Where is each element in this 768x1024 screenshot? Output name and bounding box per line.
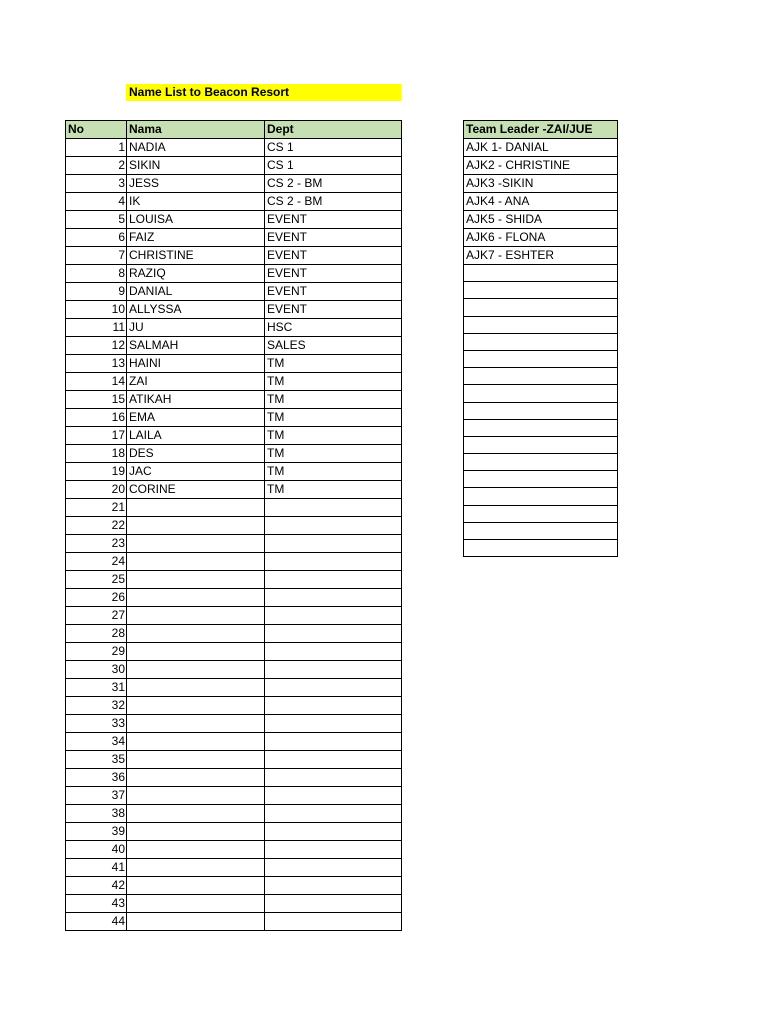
team-row (464, 211, 618, 229)
dept-cell[interactable]: TM (265, 427, 402, 445)
no-cell[interactable]: 33 (66, 715, 127, 733)
team-cell[interactable] (464, 419, 618, 436)
dept-cell[interactable]: EVENT (265, 301, 402, 319)
team-cell[interactable] (464, 316, 618, 333)
nama-cell[interactable]: IK (127, 193, 265, 211)
table-row (66, 895, 402, 913)
team-cell[interactable] (464, 265, 618, 282)
no-cell[interactable]: 23 (66, 535, 127, 553)
header-nama[interactable]: Nama (127, 121, 265, 139)
team-cell[interactable] (464, 488, 618, 505)
dept-cell[interactable]: TM (265, 409, 402, 427)
table-row (66, 139, 402, 157)
nama-cell[interactable] (127, 589, 265, 607)
nama-cell[interactable] (127, 913, 265, 931)
team-cell[interactable]: AJK2 - CHRISTINE (464, 157, 618, 175)
team-row (464, 436, 618, 453)
team-row (464, 454, 618, 471)
table-row (66, 175, 402, 193)
table-row (66, 715, 402, 733)
header-dept[interactable]: Dept (265, 121, 402, 139)
table-row (66, 535, 402, 553)
team-cell[interactable]: AJK4 - ANA (464, 193, 618, 211)
dept-cell[interactable]: EVENT (265, 229, 402, 247)
team-row (464, 193, 618, 211)
team-row (464, 540, 618, 557)
team-row (464, 282, 618, 299)
team-row (464, 175, 618, 193)
no-cell[interactable]: 35 (66, 751, 127, 769)
dept-cell[interactable] (265, 607, 402, 625)
no-cell[interactable]: 2 (66, 157, 127, 175)
dept-cell[interactable] (265, 571, 402, 589)
table-row (66, 751, 402, 769)
table-row (66, 733, 402, 751)
nama-cell[interactable] (127, 661, 265, 679)
nama-cell[interactable] (127, 859, 265, 877)
team-row (464, 157, 618, 175)
team-row (464, 247, 618, 265)
team-row (464, 333, 618, 350)
nama-cell[interactable] (127, 499, 265, 517)
dept-cell[interactable] (265, 859, 402, 877)
nama-cell[interactable]: CHRISTINE (127, 247, 265, 265)
no-cell[interactable]: 30 (66, 661, 127, 679)
dept-cell[interactable] (265, 787, 402, 805)
nama-cell[interactable] (127, 625, 265, 643)
no-cell[interactable]: 42 (66, 877, 127, 895)
team-cell[interactable]: AJK7 - ESHTER (464, 247, 618, 265)
table-row (66, 337, 402, 355)
nama-cell[interactable]: JAC (127, 463, 265, 481)
table-row (66, 373, 402, 391)
nama-cell[interactable] (127, 787, 265, 805)
team-row (464, 299, 618, 316)
dept-cell[interactable] (265, 877, 402, 895)
team-cell[interactable] (464, 333, 618, 350)
team-cell[interactable] (464, 436, 618, 453)
dept-cell[interactable] (265, 661, 402, 679)
team-row (464, 385, 618, 402)
table-row (66, 157, 402, 175)
dept-cell[interactable]: HSC (265, 319, 402, 337)
dept-cell[interactable] (265, 499, 402, 517)
table-row (66, 319, 402, 337)
nama-cell[interactable] (127, 535, 265, 553)
table-row (66, 805, 402, 823)
nama-cell[interactable] (127, 841, 265, 859)
team-cell[interactable] (464, 522, 618, 539)
nama-cell[interactable]: DES (127, 445, 265, 463)
no-cell[interactable]: 7 (66, 247, 127, 265)
no-cell[interactable]: 6 (66, 229, 127, 247)
team-cell[interactable] (464, 454, 618, 471)
dept-cell[interactable] (265, 715, 402, 733)
team-cell[interactable]: AJK 1- DANIAL (464, 139, 618, 157)
table-row (66, 463, 402, 481)
no-cell[interactable]: 11 (66, 319, 127, 337)
dept-cell[interactable] (265, 769, 402, 787)
dept-cell[interactable] (265, 733, 402, 751)
table-row (66, 517, 402, 535)
table-row (66, 265, 402, 283)
dept-cell[interactable] (265, 841, 402, 859)
no-cell[interactable]: 44 (66, 913, 127, 931)
nama-cell[interactable]: LAILA (127, 427, 265, 445)
table-row (66, 607, 402, 625)
no-cell[interactable]: 39 (66, 823, 127, 841)
header-no[interactable]: No (66, 121, 127, 139)
nama-cell[interactable] (127, 643, 265, 661)
table-row (66, 301, 402, 319)
table-header-row (66, 121, 402, 139)
table-row (66, 769, 402, 787)
no-cell[interactable]: 8 (66, 265, 127, 283)
table-row (66, 589, 402, 607)
no-cell[interactable]: 1 (66, 139, 127, 157)
team-row (464, 368, 618, 385)
no-cell[interactable]: 13 (66, 355, 127, 373)
table-row (66, 823, 402, 841)
dept-cell[interactable]: EVENT (265, 247, 402, 265)
nama-cell[interactable]: SALMAH (127, 337, 265, 355)
team-row (464, 229, 618, 247)
nama-cell[interactable]: RAZIQ (127, 265, 265, 283)
no-cell[interactable]: 4 (66, 193, 127, 211)
dept-cell[interactable] (265, 895, 402, 913)
table-row (66, 211, 402, 229)
dept-cell[interactable]: TM (265, 373, 402, 391)
no-cell[interactable]: 32 (66, 697, 127, 715)
team-cell[interactable] (464, 299, 618, 316)
dept-cell[interactable] (265, 679, 402, 697)
no-cell[interactable]: 25 (66, 571, 127, 589)
team-cell[interactable]: AJK5 - SHIDA (464, 211, 618, 229)
dept-cell[interactable]: EVENT (265, 211, 402, 229)
dept-cell[interactable] (265, 589, 402, 607)
table-row (66, 499, 402, 517)
no-cell[interactable]: 10 (66, 301, 127, 319)
team-cell[interactable]: AJK6 - FLONA (464, 229, 618, 247)
team-cell[interactable] (464, 368, 618, 385)
team-row (464, 350, 618, 367)
no-cell[interactable]: 20 (66, 481, 127, 499)
no-cell[interactable]: 36 (66, 769, 127, 787)
table-row (66, 571, 402, 589)
table-row (66, 247, 402, 265)
nama-cell[interactable] (127, 751, 265, 769)
no-cell[interactable]: 3 (66, 175, 127, 193)
table-row (66, 643, 402, 661)
table-row (66, 913, 402, 931)
dept-cell[interactable]: TM (265, 355, 402, 373)
nama-cell[interactable]: ALLYSSA (127, 301, 265, 319)
header-team-leader[interactable]: Team Leader -ZAI/JUE (464, 121, 618, 139)
table-row (66, 877, 402, 895)
dept-cell[interactable]: CS 1 (265, 157, 402, 175)
no-cell[interactable]: 15 (66, 391, 127, 409)
nama-cell[interactable] (127, 679, 265, 697)
team-cell[interactable]: AJK3 -SIKIN (464, 175, 618, 193)
dept-cell[interactable] (265, 517, 402, 535)
nama-cell[interactable] (127, 895, 265, 913)
nama-cell[interactable]: JESS (127, 175, 265, 193)
no-cell[interactable]: 37 (66, 787, 127, 805)
nama-cell[interactable]: FAIZ (127, 229, 265, 247)
nama-cell[interactable]: DANIAL (127, 283, 265, 301)
nama-cell[interactable] (127, 805, 265, 823)
table-row (66, 409, 402, 427)
table-row (66, 229, 402, 247)
table-row (66, 553, 402, 571)
no-cell[interactable]: 18 (66, 445, 127, 463)
dept-cell[interactable]: CS 2 - BM (265, 193, 402, 211)
nama-cell[interactable] (127, 517, 265, 535)
dept-cell[interactable] (265, 553, 402, 571)
dept-cell[interactable]: TM (265, 391, 402, 409)
nama-cell[interactable] (127, 769, 265, 787)
no-cell[interactable]: 26 (66, 589, 127, 607)
team-cell[interactable] (464, 385, 618, 402)
table-row (66, 859, 402, 877)
nama-cell[interactable]: LOUISA (127, 211, 265, 229)
nama-cell[interactable]: CORINE (127, 481, 265, 499)
dept-cell[interactable] (265, 913, 402, 931)
dept-cell[interactable] (265, 535, 402, 553)
table-row (66, 355, 402, 373)
dept-cell[interactable]: EVENT (265, 283, 402, 301)
no-cell[interactable]: 17 (66, 427, 127, 445)
team-row (464, 522, 618, 539)
nama-cell[interactable] (127, 571, 265, 589)
table-row (66, 445, 402, 463)
nama-cell[interactable] (127, 823, 265, 841)
no-cell[interactable]: 41 (66, 859, 127, 877)
nama-cell[interactable]: EMA (127, 409, 265, 427)
dept-cell[interactable] (265, 805, 402, 823)
no-cell[interactable]: 12 (66, 337, 127, 355)
no-cell[interactable]: 40 (66, 841, 127, 859)
dept-cell[interactable]: CS 2 - BM (265, 175, 402, 193)
team-header-row (464, 121, 618, 139)
no-cell[interactable]: 14 (66, 373, 127, 391)
table-row (66, 283, 402, 301)
nama-cell[interactable]: ATIKAH (127, 391, 265, 409)
nama-cell[interactable]: SIKIN (127, 157, 265, 175)
team-row (464, 505, 618, 522)
team-row (464, 139, 618, 157)
team-leader-table (463, 120, 618, 557)
no-cell[interactable]: 29 (66, 643, 127, 661)
team-cell[interactable] (464, 402, 618, 419)
no-cell[interactable]: 27 (66, 607, 127, 625)
table-row (66, 661, 402, 679)
table-row (66, 481, 402, 499)
dept-cell[interactable] (265, 751, 402, 769)
team-cell[interactable] (464, 540, 618, 557)
dept-cell[interactable] (265, 625, 402, 643)
no-cell[interactable]: 5 (66, 211, 127, 229)
nama-cell[interactable] (127, 733, 265, 751)
name-list-table (65, 120, 402, 931)
no-cell[interactable]: 16 (66, 409, 127, 427)
nama-cell[interactable] (127, 553, 265, 571)
dept-cell[interactable]: TM (265, 445, 402, 463)
no-cell[interactable]: 34 (66, 733, 127, 751)
nama-cell[interactable] (127, 877, 265, 895)
nama-cell[interactable] (127, 715, 265, 733)
table-row (66, 841, 402, 859)
team-row (464, 488, 618, 505)
no-cell[interactable]: 43 (66, 895, 127, 913)
team-cell[interactable] (464, 471, 618, 488)
nama-cell[interactable]: HAINI (127, 355, 265, 373)
nama-cell[interactable] (127, 697, 265, 715)
no-cell[interactable]: 31 (66, 679, 127, 697)
table-row (66, 787, 402, 805)
dept-cell[interactable]: SALES (265, 337, 402, 355)
nama-cell[interactable] (127, 607, 265, 625)
table-row (66, 193, 402, 211)
table-row (66, 427, 402, 445)
table-row (66, 391, 402, 409)
dept-cell[interactable]: TM (265, 481, 402, 499)
nama-cell[interactable]: ZAI (127, 373, 265, 391)
team-row (464, 419, 618, 436)
sheet-title: Name List to Beacon Resort (126, 84, 401, 101)
dept-cell[interactable] (265, 697, 402, 715)
team-row (464, 471, 618, 488)
team-row (464, 402, 618, 419)
no-cell[interactable]: 38 (66, 805, 127, 823)
dept-cell[interactable]: CS 1 (265, 139, 402, 157)
table-row (66, 697, 402, 715)
no-cell[interactable]: 22 (66, 517, 127, 535)
team-cell[interactable] (464, 350, 618, 367)
table-row (66, 679, 402, 697)
team-row (464, 316, 618, 333)
dept-cell[interactable]: EVENT (265, 265, 402, 283)
no-cell[interactable]: 21 (66, 499, 127, 517)
nama-cell[interactable]: JU (127, 319, 265, 337)
nama-cell[interactable]: NADIA (127, 139, 265, 157)
dept-cell[interactable] (265, 643, 402, 661)
no-cell[interactable]: 24 (66, 553, 127, 571)
team-cell[interactable] (464, 282, 618, 299)
no-cell[interactable]: 9 (66, 283, 127, 301)
dept-cell[interactable]: TM (265, 463, 402, 481)
team-row (464, 265, 618, 282)
no-cell[interactable]: 28 (66, 625, 127, 643)
no-cell[interactable]: 19 (66, 463, 127, 481)
table-row (66, 625, 402, 643)
team-cell[interactable] (464, 505, 618, 522)
dept-cell[interactable] (265, 823, 402, 841)
